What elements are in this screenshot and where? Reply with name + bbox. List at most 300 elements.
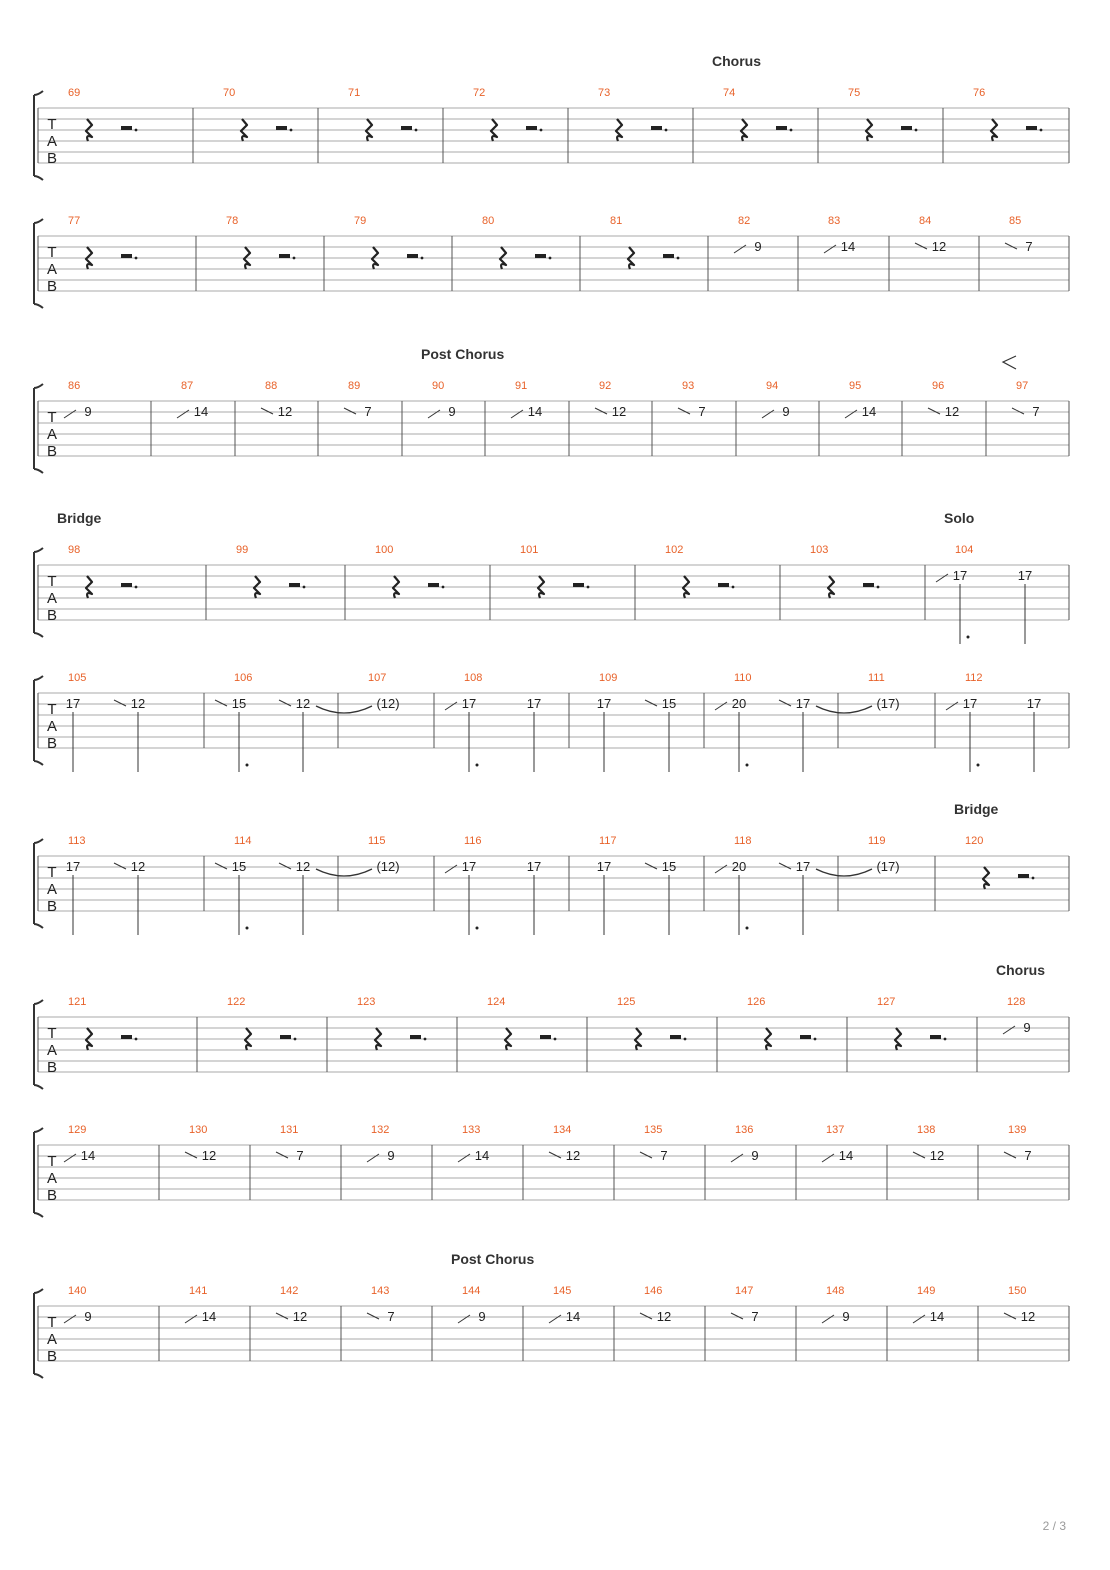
measure (354, 215, 423, 269)
measure-number: 94 (766, 380, 779, 392)
tab-clef-letter: A (46, 133, 58, 150)
dotted-half-rest-symbol (526, 126, 537, 130)
measure-number: 71 (348, 87, 361, 99)
measure-number: 129 (68, 1124, 87, 1136)
measure (215, 835, 310, 935)
tab-clef-letter: A (46, 1331, 58, 1348)
slide-in-from-below (185, 1315, 197, 1323)
measure-number: 135 (644, 1124, 663, 1136)
measure-number: 143 (371, 1285, 390, 1297)
measure (877, 996, 946, 1050)
measure (57, 510, 137, 598)
measure (348, 87, 417, 141)
measure-number: 99 (236, 544, 249, 556)
fret-number: 17 (1026, 696, 1042, 711)
slide-in-from-below (64, 1154, 76, 1162)
fret-number: 17 (596, 696, 612, 711)
tab-note (376, 696, 399, 711)
measure-number: 69 (68, 87, 81, 99)
tab-system (34, 510, 1069, 644)
measure-number: 145 (553, 1285, 572, 1297)
slide-in-from-above (1012, 408, 1024, 414)
measure (1005, 215, 1033, 254)
measure (177, 380, 208, 419)
measure-number: 97 (1016, 380, 1029, 392)
rest-dot (135, 257, 138, 260)
measure (236, 544, 305, 598)
slide-in-from-above (915, 243, 927, 249)
tab-note (1027, 696, 1041, 772)
rest-dot (415, 129, 418, 132)
measure (597, 835, 676, 935)
measure-number: 113 (68, 835, 86, 847)
tab-clef-letter: B (46, 607, 58, 624)
measure-number: 79 (354, 215, 367, 227)
fret-number: 15 (661, 696, 677, 711)
slide-in-from-below (549, 1315, 561, 1323)
dotted-half-rest-symbol (289, 583, 300, 587)
slide-in-from-below (946, 702, 958, 710)
measure-number: 85 (1009, 215, 1022, 227)
measure (549, 1285, 580, 1324)
dotted-half-rest-symbol (121, 254, 132, 258)
measure-number: 150 (1008, 1285, 1027, 1297)
measure (913, 1124, 944, 1163)
tab-note (779, 696, 810, 772)
measure (64, 380, 92, 419)
measure-number: 77 (68, 215, 81, 227)
augmentation-dot (476, 927, 479, 930)
augmentation-dot (746, 927, 749, 930)
fret-number: 12 (931, 239, 947, 254)
rest-dot (421, 257, 424, 260)
measure (421, 346, 504, 419)
measure-number: 149 (917, 1285, 936, 1297)
tab-note (66, 859, 80, 935)
measure (445, 835, 541, 935)
fret-number: 17 (65, 859, 81, 874)
dotted-half-rest-symbol (930, 1035, 941, 1039)
slide-in-from-below (822, 1154, 834, 1162)
tab-note (597, 696, 611, 772)
tab-clef-letter: A (46, 1170, 58, 1187)
tab-clef-letter: B (46, 1187, 58, 1204)
measure (451, 1251, 534, 1324)
rest-dot (915, 129, 918, 132)
measure (473, 87, 542, 141)
slide-in-from-above (779, 700, 791, 706)
measure (215, 672, 310, 772)
dotted-half-rest-symbol (121, 126, 132, 130)
tab-system (34, 801, 1069, 935)
measure-number: 106 (234, 672, 253, 684)
measure-number: 127 (877, 996, 896, 1008)
dotted-half-rest-symbol (800, 1035, 811, 1039)
measure-number: 136 (735, 1124, 754, 1136)
slide-in-from-below (64, 410, 76, 418)
measure (368, 835, 400, 874)
tab-note (645, 859, 676, 935)
measure-number: 83 (828, 215, 841, 227)
slide-in-from-below (511, 410, 523, 418)
measure (712, 53, 792, 141)
tab-clef-letter: A (46, 881, 58, 898)
fret-number: 9 (754, 239, 762, 254)
measure-number: 146 (644, 1285, 663, 1297)
augmentation-dot (977, 764, 980, 767)
tab-note (279, 859, 310, 935)
page-number: 2 / 3 (1042, 1519, 1066, 1533)
measure (597, 672, 676, 772)
fret-number: 7 (751, 1309, 759, 1324)
measure (848, 87, 917, 141)
slide-in-from-above (279, 863, 291, 869)
measure (845, 380, 876, 419)
dotted-half-rest-symbol (663, 254, 674, 258)
slide-in-from-below (845, 410, 857, 418)
tab-note (946, 696, 980, 772)
measure (1012, 380, 1040, 419)
rest-dot (732, 586, 735, 589)
slide-in-from-below (734, 245, 746, 253)
slide-in-from-above (928, 408, 940, 414)
tie-arc (816, 706, 872, 713)
slide-in-from-above (261, 408, 273, 414)
fret-number: 12 (295, 859, 311, 874)
fret-number: 14 (527, 404, 543, 419)
measure-number: 115 (368, 835, 386, 847)
fret-number: 14 (193, 404, 209, 419)
tab-note (527, 859, 541, 935)
measure-number: 105 (68, 672, 87, 684)
slide-in-from-above (114, 700, 126, 706)
measure (598, 87, 667, 141)
measure (810, 544, 879, 598)
measure (595, 380, 626, 419)
fret-number: 7 (660, 1148, 668, 1163)
measure-number: 82 (738, 215, 751, 227)
section-label: Chorus (712, 53, 761, 69)
slide-in-from-above (640, 1313, 652, 1319)
dotted-half-rest-symbol (121, 1035, 132, 1039)
measure (822, 1124, 853, 1163)
fret-number: 12 (292, 1309, 308, 1324)
fret-number: 14 (861, 404, 877, 419)
tab-system (34, 53, 1069, 180)
dotted-half-rest-symbol (718, 583, 729, 587)
measure-number: 131 (280, 1124, 299, 1136)
measure (1004, 1124, 1032, 1163)
fret-number: 12 (565, 1148, 581, 1163)
slide-in-from-below (822, 1315, 834, 1323)
measure (996, 962, 1045, 1035)
tab-clef-letter: B (46, 1348, 58, 1365)
tab-system (34, 962, 1069, 1089)
section-label: Chorus (996, 962, 1045, 978)
tab-clef-letter: T (47, 1314, 57, 1331)
fret-number: 7 (1024, 1148, 1032, 1163)
measure-number: 74 (723, 87, 736, 99)
measure (68, 996, 137, 1050)
tab-note (936, 568, 970, 644)
measure (946, 672, 1041, 772)
augmentation-dot (246, 764, 249, 767)
measure (226, 215, 295, 269)
measure (223, 87, 292, 141)
fret-number: 17 (795, 859, 811, 874)
dotted-half-rest-symbol (776, 126, 787, 130)
slide-in-from-above (279, 700, 291, 706)
measure-number: 147 (735, 1285, 754, 1297)
rest-dot (294, 1038, 297, 1041)
fret-number: (17) (876, 859, 900, 874)
dotted-half-rest-symbol (670, 1035, 681, 1039)
measure-number: 92 (599, 380, 612, 392)
fret-number: 7 (364, 404, 372, 419)
tab-note (114, 859, 145, 935)
tab-note (215, 696, 249, 772)
measure (640, 1124, 668, 1163)
augmentation-dot (246, 927, 249, 930)
measure (368, 672, 400, 711)
measure (715, 672, 810, 772)
slide-in-from-above (595, 408, 607, 414)
tie-arc (316, 869, 372, 876)
measure (68, 87, 137, 141)
measure (762, 380, 790, 419)
measure-number: 132 (371, 1124, 390, 1136)
measure (511, 380, 542, 419)
tab-note (445, 696, 479, 772)
tab-note (445, 859, 479, 935)
measure (640, 1285, 671, 1324)
measure-number: 128 (1007, 996, 1026, 1008)
fret-number: 12 (130, 859, 146, 874)
slide-in-from-below (445, 865, 457, 873)
fret-number: 14 (929, 1309, 945, 1324)
slide-in-from-above (645, 700, 657, 706)
rest-dot (1032, 877, 1035, 880)
measure (936, 510, 1032, 644)
measure (276, 1285, 307, 1324)
tab-note (1018, 568, 1032, 644)
fret-number: 7 (296, 1148, 304, 1163)
rest-dot (549, 257, 552, 260)
measure (261, 380, 292, 419)
slide-in-from-below (731, 1154, 743, 1162)
slide-in-from-below (913, 1315, 925, 1323)
fret-number: 7 (1032, 404, 1040, 419)
tab-clef-letter: T (47, 244, 57, 261)
measure-number: 93 (682, 380, 695, 392)
fret-number: 17 (461, 859, 477, 874)
fret-number: 12 (929, 1148, 945, 1163)
measure-number: 138 (917, 1124, 936, 1136)
tab-clef-letter: A (46, 718, 58, 735)
tab-clef-letter: B (46, 1059, 58, 1076)
measure (1004, 1285, 1035, 1324)
rest-dot (684, 1038, 687, 1041)
rest-dot (790, 129, 793, 132)
measure-number: 126 (747, 996, 766, 1008)
dotted-half-rest-symbol (121, 583, 132, 587)
tab-clef-letter: T (47, 409, 57, 426)
measure (549, 1124, 580, 1163)
measure (367, 1285, 395, 1324)
tab-clef-letter: B (46, 898, 58, 915)
tab-note (114, 696, 145, 772)
rest-dot (424, 1038, 427, 1041)
fret-number: 12 (611, 404, 627, 419)
tab-note (779, 859, 810, 935)
tab-system (34, 346, 1069, 473)
measure-number: 89 (348, 380, 361, 392)
slide-in-from-below (64, 1315, 76, 1323)
dotted-half-rest-symbol (573, 583, 584, 587)
tab-clef-letter: B (46, 150, 58, 167)
measure-number: 140 (68, 1285, 87, 1297)
slide-in-from-above (276, 1313, 288, 1319)
measure-number: 110 (734, 672, 752, 684)
measure (678, 380, 706, 419)
slide-in-from-below (445, 702, 457, 710)
slide-in-from-above (731, 1313, 743, 1319)
tab-clef-letter: T (47, 1153, 57, 1170)
fret-number: 17 (461, 696, 477, 711)
tab-clef-letter: A (46, 426, 58, 443)
fret-number: 14 (565, 1309, 581, 1324)
fret-number: 12 (295, 696, 311, 711)
measure (357, 996, 426, 1050)
measure-number: 75 (848, 87, 861, 99)
fret-number: 9 (84, 404, 92, 419)
slide-in-from-above (1004, 1152, 1016, 1158)
tab-note (376, 859, 399, 874)
rest-dot (303, 586, 306, 589)
measure-number: 133 (462, 1124, 481, 1136)
slide-in-from-below (715, 865, 727, 873)
rest-dot (540, 129, 543, 132)
fret-number: 17 (952, 568, 968, 583)
measure (731, 1285, 759, 1324)
measure-number: 148 (826, 1285, 845, 1297)
fret-number: 9 (387, 1148, 395, 1163)
fret-number: 14 (80, 1148, 96, 1163)
measure-number: 141 (189, 1285, 208, 1297)
fret-number: 9 (751, 1148, 759, 1163)
measure (487, 996, 556, 1050)
measure-number: 70 (223, 87, 236, 99)
measure (367, 1124, 395, 1163)
dotted-half-rest-symbol (407, 254, 418, 258)
measure (868, 835, 900, 874)
measure-number: 102 (665, 544, 684, 556)
fret-number: 9 (842, 1309, 850, 1324)
tab-clef-letter: A (46, 261, 58, 278)
tab-note (876, 696, 899, 711)
measure (747, 996, 816, 1050)
fret-number: 12 (201, 1148, 217, 1163)
slide-in-from-above (344, 408, 356, 414)
measure-number: 103 (810, 544, 829, 556)
tab-system (34, 215, 1069, 308)
measure (185, 1285, 216, 1324)
fret-number: 17 (65, 696, 81, 711)
slide-in-from-above (549, 1152, 561, 1158)
section-label: Post Chorus (421, 346, 505, 362)
tab-system (34, 672, 1069, 772)
measure-number: 87 (181, 380, 194, 392)
dotted-half-rest-symbol (401, 126, 412, 130)
measure-number: 88 (265, 380, 278, 392)
slide-in-from-below (936, 574, 948, 582)
tab-system (34, 1124, 1069, 1217)
fret-number: 15 (661, 859, 677, 874)
measure-number: 73 (598, 87, 611, 99)
dotted-half-rest-symbol (901, 126, 912, 130)
measure-number: 78 (226, 215, 239, 227)
rest-dot (1040, 129, 1043, 132)
slide-in-from-above (215, 700, 227, 706)
measure-number: 144 (462, 1285, 481, 1297)
measure (64, 1124, 95, 1163)
measure (445, 672, 541, 772)
measure-number: 76 (973, 87, 986, 99)
measure-number: 86 (68, 380, 81, 392)
measure (822, 1285, 850, 1324)
fret-number: 17 (1017, 568, 1033, 583)
measure-number: 114 (234, 835, 252, 847)
fret-number: 15 (231, 696, 247, 711)
rest-dot (135, 129, 138, 132)
fret-number: 14 (474, 1148, 490, 1163)
rest-dot (944, 1038, 947, 1041)
fret-number: 12 (277, 404, 293, 419)
tab-clef-letter: A (46, 590, 58, 607)
rest-dot (877, 586, 880, 589)
measure-number: 122 (227, 996, 246, 1008)
slide-in-from-above (185, 1152, 197, 1158)
slide-in-from-above (276, 1152, 288, 1158)
tab-clef-letter: B (46, 278, 58, 295)
tab-system (34, 1251, 1069, 1378)
fret-number: 12 (656, 1309, 672, 1324)
rest-dot (290, 129, 293, 132)
measure-number: 81 (610, 215, 623, 227)
measure (482, 215, 551, 269)
measure-number: 121 (68, 996, 87, 1008)
tab-clef-letter: T (47, 1025, 57, 1042)
rest-dot (554, 1038, 557, 1041)
fret-number: 14 (838, 1148, 854, 1163)
slide-in-from-below (762, 410, 774, 418)
tie-arc (816, 869, 872, 876)
measure-number: 142 (280, 1285, 299, 1297)
measure (520, 544, 589, 598)
tab-note (715, 859, 749, 935)
slide-in-from-above (645, 863, 657, 869)
section-label: Bridge (57, 510, 102, 526)
measure (617, 996, 686, 1050)
fret-number: 17 (526, 696, 542, 711)
tab-note (215, 859, 249, 935)
slide-in-from-below (458, 1154, 470, 1162)
fret-number: 17 (526, 859, 542, 874)
rest-dot (665, 129, 668, 132)
tab-note (876, 859, 899, 874)
tab-clef-letter: T (47, 701, 57, 718)
measure (344, 380, 372, 419)
